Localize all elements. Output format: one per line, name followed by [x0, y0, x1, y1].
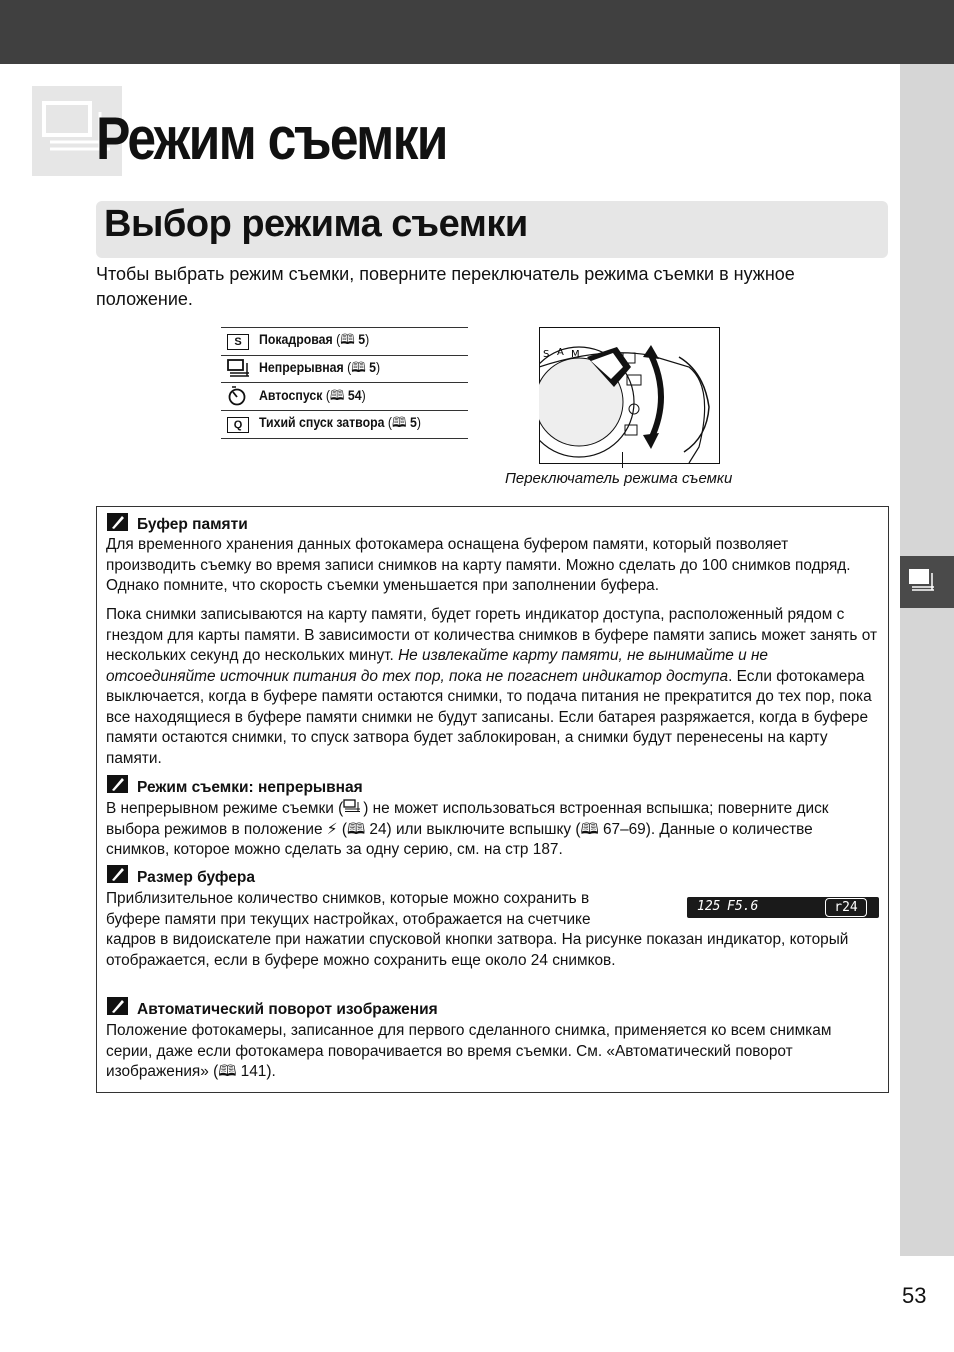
- continuous-icon: [227, 359, 257, 379]
- release-mode-dial-illustration: [539, 327, 720, 464]
- mode-row: [221, 411, 468, 439]
- note-title: Режим съемки: непрерывная: [137, 779, 363, 796]
- mode-label: Автоспуск (🕮 54): [259, 386, 366, 403]
- viewfinder-display: 125 F5.6 r24: [687, 897, 879, 918]
- mode-label: Тихий спуск затвора (🕮 5): [259, 414, 421, 431]
- single-frame-icon: S: [227, 334, 249, 350]
- page-number: 53: [902, 1283, 927, 1308]
- note-pen-icon: [107, 775, 128, 793]
- chapter-tab[interactable]: [900, 556, 954, 608]
- mode-row: [221, 328, 468, 356]
- note-paragraph: Приблизительное количество снимков, которые можно сохранить в буфере памяти при текущих настройках, отображается на счетчике кадров в видоискателе при нажатии спусковой кнопки затвора. На рисунке показан индикатор, который отображается, если в буфере можно сохранить еще около 24 снимков.: [106, 890, 849, 969]
- note-pen-icon: [107, 513, 128, 531]
- flash-off-icon: ⚡: [326, 820, 338, 838]
- book-icon: 🕮: [218, 1063, 237, 1080]
- buffer-count: r24: [825, 898, 867, 917]
- note-title: Автоматический поворот изображения: [137, 1001, 438, 1018]
- mode-row: [221, 355, 468, 383]
- note-pen-icon: [107, 865, 128, 883]
- note-paragraph: Положение фотокамеры, записанное для первого сделанного снимка, применяется ко всем снимкам серии, даже если фотокамера поворачивается во время съемки. См. «Автоматический поворот изображения» (🕮 141).: [106, 1022, 832, 1080]
- top-bar: [0, 0, 954, 64]
- note-title: Размер буфера: [137, 869, 255, 886]
- book-icon: 🕮: [347, 820, 366, 838]
- svg-text:S: S: [543, 349, 550, 360]
- book-icon: 🕮: [580, 820, 599, 838]
- note-paragraph: Для временного хранения данных фотокамера оснащена буфером памяти, который позволяет производить съемку во время записи снимков на карту памяти. Можно сделать до 100 снимков подряд. Однако помните, что скорость съемки уменьшается при заполнении буфера.: [106, 536, 851, 594]
- note-paragraph: Пока снимки записываются на карту памяти, будет гореть индикатор доступа, расположенный рядом с гнездом для карты памяти. В зависимости от количества снимков в буфере памяти запись может занять от нескольких секунд до нескольких минут. Не извлекайте карту памяти, не вынимайте и не отсоединяйте источник питания до тех пор, пока не погаснет индикатор доступа. Если фотокамера выключается, когда в буфере памяти остаются снимки, то подача питания не прекратится до тех пор, пока все находящиеся в буфере памяти снимки не будут записаны. Если батарея разряжается, когда в буфере памяти остаются снимки, то спуск затвора будет заблокирован, а снимки будут перенесены на карту памяти.: [106, 606, 877, 767]
- book-icon: 🕮: [392, 414, 407, 431]
- note-pen-icon: [107, 997, 128, 1015]
- self-timer-icon: [227, 385, 257, 407]
- side-thumb-strip: [900, 64, 954, 1256]
- book-icon: 🕮: [351, 358, 366, 375]
- continuous-icon: [343, 799, 363, 813]
- mode-row: [221, 383, 468, 411]
- mode-label: Непрерывная (🕮 5): [259, 358, 381, 375]
- dial-caption: Переключатель режима съемки: [505, 470, 733, 487]
- release-mode-icon: [908, 568, 936, 594]
- section-title: Выбор режима съемки: [104, 203, 528, 245]
- svg-text:A: A: [557, 347, 564, 358]
- chapter-title: Режим съемки: [96, 105, 447, 172]
- intro-text: Чтобы выбрать режим съемки, поверните переключатель режима съемки в нужное положение.: [96, 264, 795, 309]
- note-title: Буфер памяти: [137, 516, 248, 533]
- book-icon: 🕮: [340, 331, 355, 348]
- caption-leader-line: [622, 452, 623, 468]
- book-icon: 🕮: [329, 386, 345, 403]
- mode-label: Покадровая (🕮 5): [259, 331, 370, 348]
- svg-text:M: M: [571, 349, 580, 360]
- notes-box: [96, 506, 889, 1093]
- mode-table: [221, 327, 468, 439]
- note-paragraph: В непрерывном режиме съемки ( ) не может использоваться встроенная вспышка; поверните диск выбора режимов в положение ⚡ (🕮 24) или выключите вспышку (🕮 67–69). Данные о количестве снимков, которое можно сделать за одну серию, см. на стр 187.: [106, 800, 829, 858]
- quiet-release-icon: Q: [227, 417, 249, 433]
